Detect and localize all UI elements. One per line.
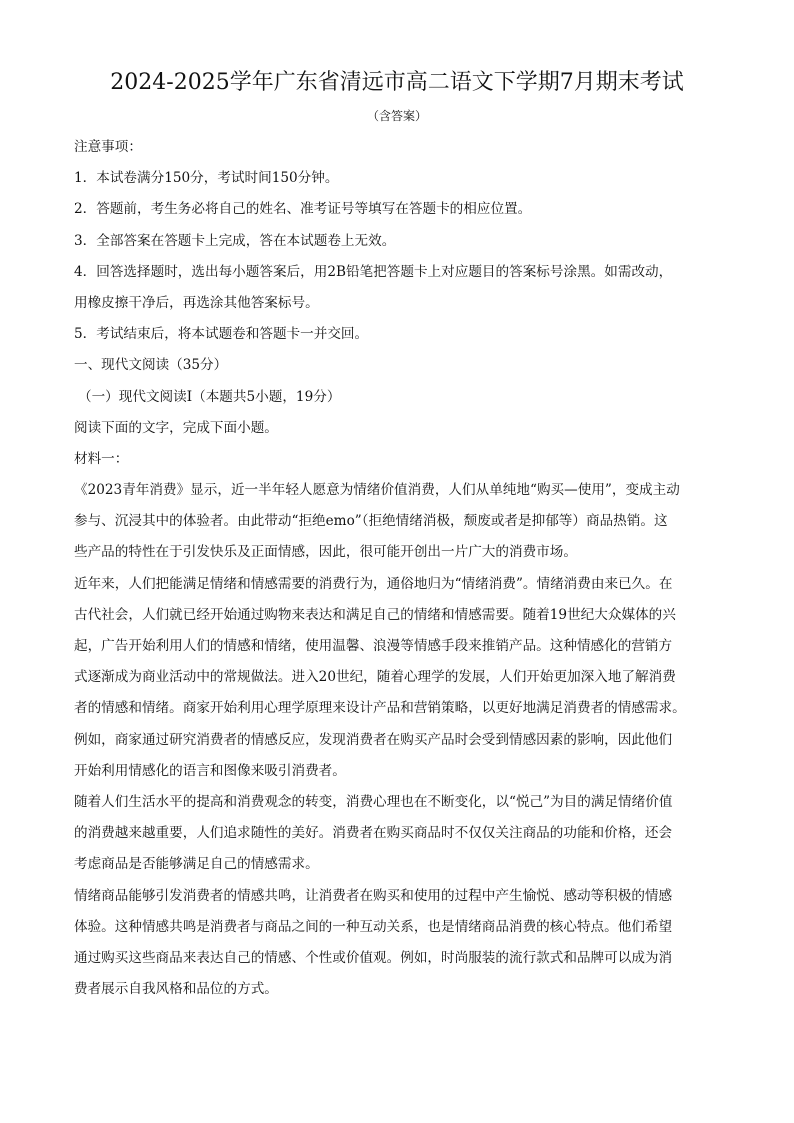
notice-item-2: 2．答题前，考生务必将自己的姓名、准考证号等填写在答题卡的相应位置。	[74, 201, 532, 218]
material-label: 材料一：	[74, 450, 129, 467]
page-title: 2024-2025学年广东省清远市高二语文下学期7月期末考试	[110, 70, 684, 95]
section-heading: 一、现代文阅读（35分）	[74, 357, 228, 374]
paragraph-line: 近年来，人们把能满足情绪和情感需要的消费行为，通俗地归为“情绪消费”。情绪消费由来已久。在	[74, 575, 673, 592]
paragraph-line: 情绪商品能够引发消费者的情感共鸣，让消费者在购买和使用的过程中产生愉悦、感动等积极的情感	[74, 887, 673, 904]
notice-item-4-cont: 用橡皮擦干净后，再选涂其他答案标号。	[74, 294, 319, 311]
notice-item-3: 3．全部答案在答题卡上完成，答在本试题卷上无效。	[74, 232, 396, 249]
paragraph-line: 式逐渐成为商业活动中的常规做法。进入20世纪，随着心理学的发展，人们开始更加深入地了解消费	[74, 669, 676, 686]
paragraph-line: 考虑商品是否能够满足自己的情感需求。	[74, 856, 319, 873]
notice-heading: 注意事项：	[74, 139, 142, 155]
page-subtitle: （含答案）	[366, 109, 427, 123]
paragraph-line: 参与、沉浸其中的体验者。由此带动“拒绝emo”（拒绝情绪消极，颓废或者是抑郁等）商品热销。这	[74, 513, 668, 530]
paragraph-line: 《2023青年消费》显示，近一半年轻人愿意为情绪价值消费，人们从单纯地“购买—使用”，变成主动	[74, 482, 680, 499]
paragraph-line: 体验。这种情感共鸣是消费者与商品之间的一种互动关系，也是情绪商品消费的核心特点。他们希望	[74, 918, 673, 935]
notice-item-1: 1．本试卷满分150分，考试时间150分钟。	[74, 170, 339, 187]
notice-item-5: 5．考试结束后，将本试题卷和答题卡一并交回。	[74, 326, 369, 343]
document-body	[74, 132, 764, 1005]
paragraph-line: 通过购买这些商品来表达自己的情感、个性或价值观。例如，时尚服装的流行款式和品牌可以成为消	[74, 949, 673, 966]
paragraph-line: 费者展示自我风格和品位的方式。	[74, 981, 278, 998]
paragraph-line: 起，广告开始利用人们的情感和情绪，使用温馨、浪漫等情感手段来推销产品。这种情感化的营销方	[74, 638, 673, 654]
paragraph-line: 些产品的特性在于引发快乐及正面情感，因此，很可能开创出一片广大的消费市场。	[74, 544, 577, 561]
paragraph-line: 随着人们生活水平的提高和消费观念的转变，消费心理也在不断变化，以“悦己”为目的满足情绪价值	[74, 793, 673, 810]
subsection-heading: （一）现代文阅读I（本题共5小题，19分）	[78, 388, 341, 405]
paragraph-line: 开始利用情感化的语言和图像来吸引消费者。	[74, 762, 346, 779]
paragraph-line: 的消费越来越重要，人们追求随性的美好。消费者在购买商品时不仅仅关注商品的功能和价格，还会	[74, 825, 673, 842]
paragraph-line: 者的情感和情绪。商家开始利用心理学原理来设计产品和营销策略，以更好地满足消费者的情感需求。	[74, 700, 686, 717]
paragraph-line: 古代社会，人们就已经开始通过购物来表达和满足自己的情绪和情感需要。随着19世纪大众媒体的兴	[74, 606, 676, 623]
paragraph-line: 例如，商家通过研究消费者的情感反应，发现消费者在购买产品时会受到情感因素的影响，因此他们	[74, 731, 673, 748]
instruction-text: 阅读下面的文字，完成下面小题。	[74, 419, 278, 436]
notice-item-4: 4．回答选择题时，选出每小题答案后，用2B铅笔把答题卡上对应题目的答案标号涂黑。如需改动，	[74, 263, 673, 280]
